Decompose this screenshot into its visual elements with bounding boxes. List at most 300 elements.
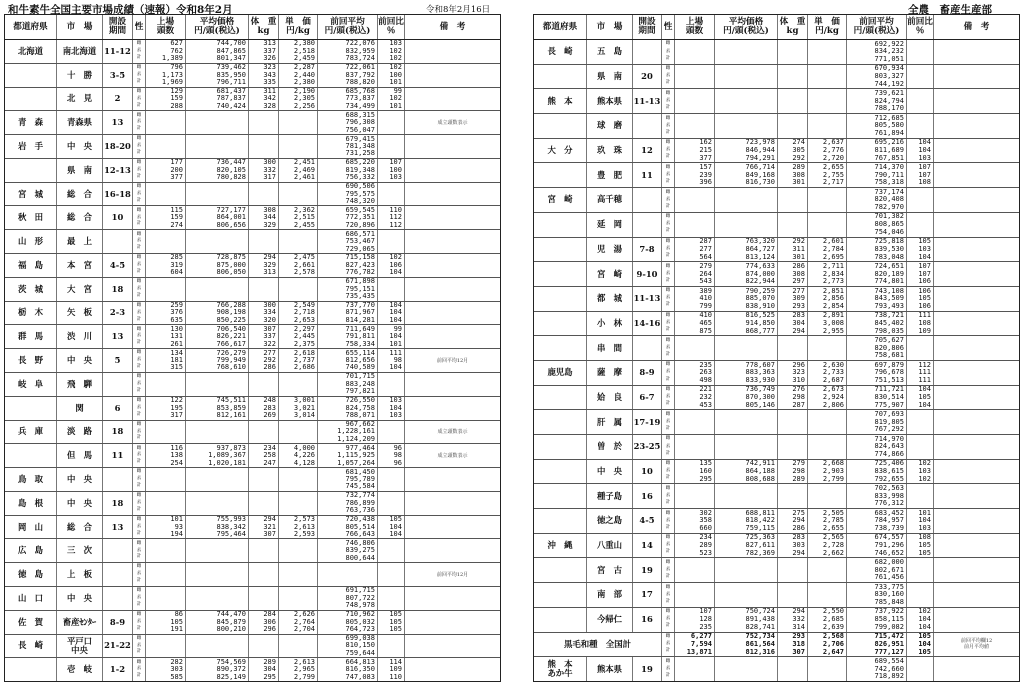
head-count-value: 239: [699, 170, 712, 179]
unit-price-value: 2,455: [293, 220, 315, 229]
sex-label: 雌: [665, 90, 671, 96]
head-count-value: 131: [170, 332, 183, 341]
head-count-value: 1,389: [161, 54, 183, 63]
sex-labels: [662, 89, 675, 113]
col-price: 平均価格 円/頭(税込): [715, 15, 778, 39]
date-cell: 1-2: [103, 658, 133, 681]
ratio-value: 107: [389, 158, 402, 167]
ratio-value: 104: [918, 622, 931, 631]
remarks-cell: [934, 336, 1019, 360]
weight-value: 247: [263, 458, 276, 467]
sex-label: 去: [665, 665, 671, 671]
ratio: [907, 509, 934, 533]
unit-price-value: 2,924: [822, 392, 844, 401]
avg-price: [715, 534, 778, 558]
prev-avg-value: 683,452: [874, 509, 904, 517]
sex-labels: [662, 312, 675, 336]
prev-avg: [318, 206, 378, 229]
avg-price: [186, 111, 249, 134]
date-cell: 11: [633, 163, 662, 187]
date-cell: 5: [103, 349, 133, 372]
sex-labels: [133, 206, 146, 229]
prefecture-cell: 長 崎: [534, 40, 587, 64]
market-cell: 中 央: [57, 468, 103, 491]
sex-label: 計: [665, 376, 671, 382]
weight: [249, 230, 279, 253]
weight: [778, 386, 808, 410]
prev-avg-value: 776,312: [874, 499, 904, 508]
table-row: [5, 159, 500, 183]
prev-avg: [318, 492, 378, 515]
sex-label: 雌: [136, 350, 142, 356]
weight-value: 296: [263, 625, 276, 634]
head-count-value: 277: [699, 244, 712, 253]
remarks-cell: [934, 509, 1019, 533]
unit-price: [808, 386, 847, 410]
avg-price: [186, 611, 249, 634]
avg-price: [186, 397, 249, 420]
prev-avg-value: 743,108: [874, 286, 904, 295]
ratio-value: 108: [918, 318, 931, 327]
market-cell: 串 間: [587, 336, 633, 360]
weight-value: 314: [792, 622, 805, 631]
unit-price-value: 2,568: [822, 632, 844, 641]
prefecture-cell: 大 分: [534, 139, 587, 163]
market-cell: 肝 属: [587, 410, 633, 434]
unit-price-value: 2,776: [822, 146, 844, 155]
sex-labels: [133, 444, 146, 467]
head-count-value: 762: [170, 46, 183, 55]
weight-value: 344: [263, 213, 276, 222]
head-count-value: 317: [170, 411, 183, 420]
ratio-value: 101: [918, 509, 931, 517]
date-cell: 18: [103, 421, 133, 444]
date-cell: 11-13: [633, 89, 662, 113]
col-ratio: 前回比 ％: [378, 15, 405, 39]
table-row: [5, 183, 500, 207]
prev-avg-value: 710,962: [345, 610, 375, 619]
weight-value: 313: [263, 40, 276, 48]
avg-price-value: 727,177: [216, 206, 246, 214]
prev-avg: [318, 183, 378, 206]
prev-avg-value: 737,174: [874, 188, 904, 196]
head-count-value: 122: [170, 396, 183, 405]
sex-labels: [133, 111, 146, 134]
head-count-value: 358: [699, 516, 712, 525]
prefecture-cell: 山 形: [5, 230, 57, 253]
date-cell: 16: [633, 484, 662, 508]
unit-price: [808, 484, 847, 508]
head-count-value: 376: [170, 308, 183, 317]
table-row: [5, 587, 500, 611]
date-cell: 4-5: [103, 254, 133, 277]
avg-price-value: 850,225: [216, 315, 246, 324]
sex-label: 計: [136, 387, 142, 393]
table-header: [5, 15, 500, 40]
weight-value: 307: [792, 647, 805, 656]
prev-avg-value: 781,348: [345, 142, 375, 150]
sex-label: 去: [665, 147, 671, 153]
avg-price-value: 813,124: [745, 252, 775, 261]
weight-value: 277: [792, 286, 805, 295]
unit-price-value: 2,799: [822, 474, 844, 483]
prev-avg-value: 722,076: [345, 40, 375, 48]
market-cell: 総 合: [57, 206, 103, 229]
unit-price-value: 2,662: [822, 548, 844, 557]
weight-value: 279: [792, 459, 805, 468]
prev-avg-value: 788,071: [345, 411, 375, 420]
ratio-value: 105: [389, 515, 402, 524]
ratio: [378, 635, 405, 658]
ratio-value: 105: [389, 625, 402, 634]
avg-price: [186, 468, 249, 491]
ratio-value: 100: [389, 70, 402, 79]
prev-avg-value: 737,770: [345, 301, 375, 310]
weight: [249, 635, 279, 658]
avg-price-value: 816,730: [745, 178, 775, 187]
weight-value: 289: [792, 474, 805, 483]
remarks-cell: 成立頭数表示: [437, 428, 468, 435]
unit-price-value: 2,655: [822, 163, 844, 172]
table-row: [5, 302, 500, 326]
unit-price: [808, 65, 847, 89]
head-count-value: 259: [170, 301, 183, 310]
sex-label: 計: [665, 327, 671, 333]
unit-price-value: 2,685: [822, 615, 844, 624]
weight-value: 343: [263, 70, 276, 79]
date-cell: 21-22: [103, 635, 133, 658]
prefecture-cell: 熊 本: [534, 89, 587, 113]
market-cell: 八重山: [587, 534, 633, 558]
market-cell: 本 宮: [57, 254, 103, 277]
date-cell: 17: [633, 583, 662, 607]
weight-value: 311: [263, 87, 276, 95]
head-count-value: 195: [170, 403, 183, 412]
weight-value: 337: [263, 46, 276, 55]
ratio-value: 96: [393, 458, 402, 467]
head-count-value: 295: [699, 474, 712, 483]
sex-label: 去: [136, 333, 142, 339]
prev-avg-value: 712,685: [874, 114, 904, 122]
unit-price-value: 4,128: [293, 458, 315, 467]
sex-labels: [662, 40, 675, 64]
head-count: [675, 312, 715, 336]
avg-price: [186, 539, 249, 562]
prev-avg-value: 805,514: [345, 522, 375, 531]
weight: [249, 444, 279, 467]
market-cell: 徳之島: [587, 509, 633, 533]
ratio-value: 104: [389, 315, 402, 324]
unit-price-value: 2,550: [822, 607, 844, 616]
prev-avg-value: 782,970: [874, 203, 904, 212]
head-count-value: 13,871: [686, 647, 712, 656]
unit-price-value: 2,854: [822, 301, 844, 310]
sex-label: 去: [136, 523, 142, 529]
prev-avg-value: 764,723: [345, 625, 375, 634]
weight-value: 283: [792, 533, 805, 542]
unit-price: [279, 611, 318, 634]
sex-label: 去: [136, 309, 142, 315]
prev-avg: [847, 40, 907, 64]
prev-avg-value: 714,370: [874, 163, 904, 172]
remarks-cell: [405, 206, 500, 229]
date-cell: 19: [633, 657, 662, 681]
avg-price-value: 849,168: [745, 170, 775, 179]
head-count-value: 221: [699, 385, 712, 394]
unit-price-value: 2,637: [822, 138, 844, 147]
remarks-cell: [405, 658, 500, 681]
unit-price: [279, 397, 318, 420]
avg-price-value: 801,347: [216, 54, 246, 63]
prev-avg-value: 820,189: [874, 269, 904, 278]
date-cell: 4-5: [633, 509, 662, 533]
sex-labels: [662, 163, 675, 187]
ratio-value: 103: [389, 173, 402, 182]
market-cell: 総 合: [57, 183, 103, 206]
sex-label: 計: [665, 549, 671, 555]
remarks-cell: [934, 484, 1019, 508]
table-header: [534, 15, 1019, 40]
unit-price-value: 2,518: [293, 46, 315, 55]
unit-price-value: 2,784: [822, 244, 844, 253]
head-count: [146, 159, 186, 182]
weight-value: 329: [263, 220, 276, 229]
ratio: [907, 608, 934, 632]
head-count-value: 234: [699, 533, 712, 542]
avg-price-value: 782,369: [745, 548, 775, 557]
weight: [249, 88, 279, 111]
weight-value: 293: [792, 301, 805, 310]
avg-price-value: 820,105: [216, 165, 246, 174]
head-count: [146, 183, 186, 206]
table-row: [534, 238, 1019, 263]
date-cell: 11: [103, 444, 133, 467]
sex-label: 去: [136, 547, 142, 553]
avg-price-value: 745,511: [216, 396, 246, 405]
market-cell: 児 湯: [587, 238, 633, 262]
unit-price: [279, 563, 318, 586]
head-count-value: 115: [170, 206, 183, 214]
sex-labels: [662, 583, 675, 607]
unit-price-value: 2,459: [293, 54, 315, 63]
ratio: [907, 484, 934, 508]
weight-value: 301: [792, 252, 805, 261]
head-count: [675, 40, 715, 64]
market-cell: 中 央: [587, 460, 633, 484]
prev-avg: [847, 163, 907, 187]
sex-label: 去: [665, 616, 671, 622]
sex-labels: [133, 492, 146, 515]
avg-price-value: 795,464: [216, 529, 246, 538]
weight: [249, 421, 279, 444]
ratio: [378, 325, 405, 348]
unit-price: [279, 421, 318, 444]
ratio-value: 106: [918, 301, 931, 310]
prev-avg-value: 692,922: [874, 40, 904, 48]
sex-label: 雌: [665, 658, 671, 664]
col-date: 開設 期間: [633, 15, 662, 39]
unit-price: [279, 40, 318, 63]
prev-avg: [318, 587, 378, 610]
head-count-value: 523: [699, 548, 712, 557]
ratio-value: 105: [918, 237, 931, 246]
prefecture-cell: 茨 城: [5, 278, 57, 301]
avg-price: [186, 325, 249, 348]
avg-price: [186, 88, 249, 111]
avg-price: [715, 238, 778, 262]
col-market: 市 場: [587, 15, 633, 39]
prev-avg-value: 772,351: [345, 213, 375, 222]
prev-avg-value: 756,332: [345, 173, 375, 182]
prefecture-cell: 秋 田: [5, 206, 57, 229]
prev-avg: [318, 111, 378, 134]
col-head: 上場 頭数: [675, 15, 715, 39]
weight-value: 258: [263, 451, 276, 460]
date-cell: 9-10: [633, 262, 662, 286]
head-count-value: 261: [170, 339, 183, 348]
ratio-value: 111: [918, 311, 931, 320]
prev-avg-value: 796,678: [874, 368, 904, 377]
avg-price: [715, 336, 778, 360]
prev-avg-value: 739,621: [874, 89, 904, 98]
prev-avg-value: 690,506: [345, 182, 375, 191]
remarks-cell: 前回平均欄12 前月平均値: [960, 638, 993, 651]
avg-price-value: 864,727: [745, 244, 775, 253]
ratio-value: 102: [918, 459, 931, 468]
weight: [249, 349, 279, 372]
remarks-cell: [934, 188, 1019, 212]
prev-avg-value: 796,308: [345, 118, 375, 127]
table-row: [5, 111, 500, 135]
prefecture-cell: 長 崎: [5, 635, 57, 658]
sex-label: 計: [665, 228, 671, 234]
remarks-cell: [934, 114, 1019, 138]
prev-avg: [847, 213, 907, 237]
ratio: [907, 435, 934, 459]
sex-labels: [133, 611, 146, 634]
col-unit: 単 価 円/kg: [279, 15, 318, 39]
avg-price-value: 754,569: [216, 658, 246, 666]
avg-price-value: 778,607: [745, 360, 775, 369]
remarks-cell: [934, 361, 1019, 385]
sex-labels: [133, 88, 146, 111]
prev-avg-value: 746,806: [345, 539, 375, 547]
prefecture-cell: 熊 本 あか牛: [534, 657, 587, 681]
prev-avg-value: 767,851: [874, 153, 904, 162]
avg-price-value: 799,949: [216, 356, 246, 365]
prev-avg-value: 701,715: [345, 372, 375, 381]
prev-avg-value: 790,711: [874, 170, 904, 179]
prev-avg-value: 699,038: [345, 634, 375, 642]
sex-label: 去: [665, 394, 671, 400]
sex-label: 去: [665, 122, 671, 128]
remarks-cell: [934, 608, 1019, 632]
head-count: [146, 40, 186, 63]
head-count: [675, 558, 715, 582]
table-row: [5, 444, 500, 468]
sex-label: 雌: [665, 510, 671, 516]
avg-price: [186, 349, 249, 372]
date-cell: [103, 563, 133, 586]
head-count: [675, 139, 715, 163]
sex-label: 計: [136, 245, 142, 251]
unit-price-value: 2,256: [293, 101, 315, 110]
market-cell: 中 央: [57, 135, 103, 158]
prefecture-cell: [5, 444, 57, 467]
market-cell: 飛 騨: [57, 373, 103, 396]
ratio-value: 104: [389, 529, 402, 538]
ratio-value: 105: [918, 392, 931, 401]
prefecture-cell: 岡 山: [5, 516, 57, 539]
sex-label: 去: [136, 71, 142, 77]
weight-value: 306: [263, 617, 276, 626]
avg-price-value: 875,000: [216, 260, 246, 269]
unit-price: [808, 657, 847, 681]
unit-price-value: 2,717: [822, 178, 844, 187]
sex-label: 計: [136, 292, 142, 298]
avg-price-value: 868,777: [745, 326, 775, 335]
weight: [778, 262, 808, 286]
avg-price: [715, 410, 778, 434]
sex-label: 去: [136, 642, 142, 648]
unit-price-value: 3,008: [822, 318, 844, 327]
avg-price-value: 890,372: [216, 665, 246, 674]
head-count: [146, 64, 186, 87]
avg-price-value: 800,210: [216, 625, 246, 634]
head-count-value: 128: [699, 615, 712, 624]
head-count: [146, 135, 186, 158]
unit-price-value: 3,014: [293, 411, 315, 420]
ratio-value: 104: [389, 332, 402, 341]
weight-value: 276: [792, 385, 805, 394]
head-count: [675, 484, 715, 508]
avg-price-value: 827,611: [745, 541, 775, 550]
prev-avg-value: 686,571: [345, 230, 375, 238]
ratio-value: 110: [389, 206, 402, 214]
unit-price-value: 2,668: [822, 459, 844, 468]
prev-avg-value: 725,818: [874, 237, 904, 246]
ratio-value: 98: [393, 356, 402, 365]
report-date: 令和8年2月16日: [426, 5, 491, 15]
sex-label: 計: [665, 179, 671, 185]
sex-label: 去: [665, 344, 671, 350]
unit-price-value: 2,711: [822, 262, 844, 270]
date-cell: 12: [633, 139, 662, 163]
sex-labels: [133, 373, 146, 396]
sex-label: 計: [665, 203, 671, 209]
head-count: [146, 587, 186, 610]
weight: [778, 509, 808, 533]
ratio-value: 114: [389, 658, 402, 666]
remarks-cell: [405, 373, 500, 396]
date-cell: 14: [633, 534, 662, 558]
unit-price-value: 2,515: [293, 213, 315, 222]
unit-price-value: 2,505: [822, 509, 844, 517]
unit-price-value: 2,440: [293, 70, 315, 79]
sex-label: 雌: [136, 540, 142, 546]
head-count-value: 93: [174, 522, 183, 531]
sex-label: 計: [136, 625, 142, 631]
sex-label: 計: [665, 351, 671, 357]
prev-avg-value: 834,232: [874, 47, 904, 56]
prev-avg-value: 720,896: [345, 220, 375, 229]
avg-price-value: 937,873: [216, 444, 246, 452]
sex-label: 去: [136, 190, 142, 196]
weight-value: 293: [792, 632, 805, 641]
sex-label: 去: [665, 97, 671, 103]
ratio: [378, 111, 405, 134]
head-count-value: 138: [170, 451, 183, 460]
